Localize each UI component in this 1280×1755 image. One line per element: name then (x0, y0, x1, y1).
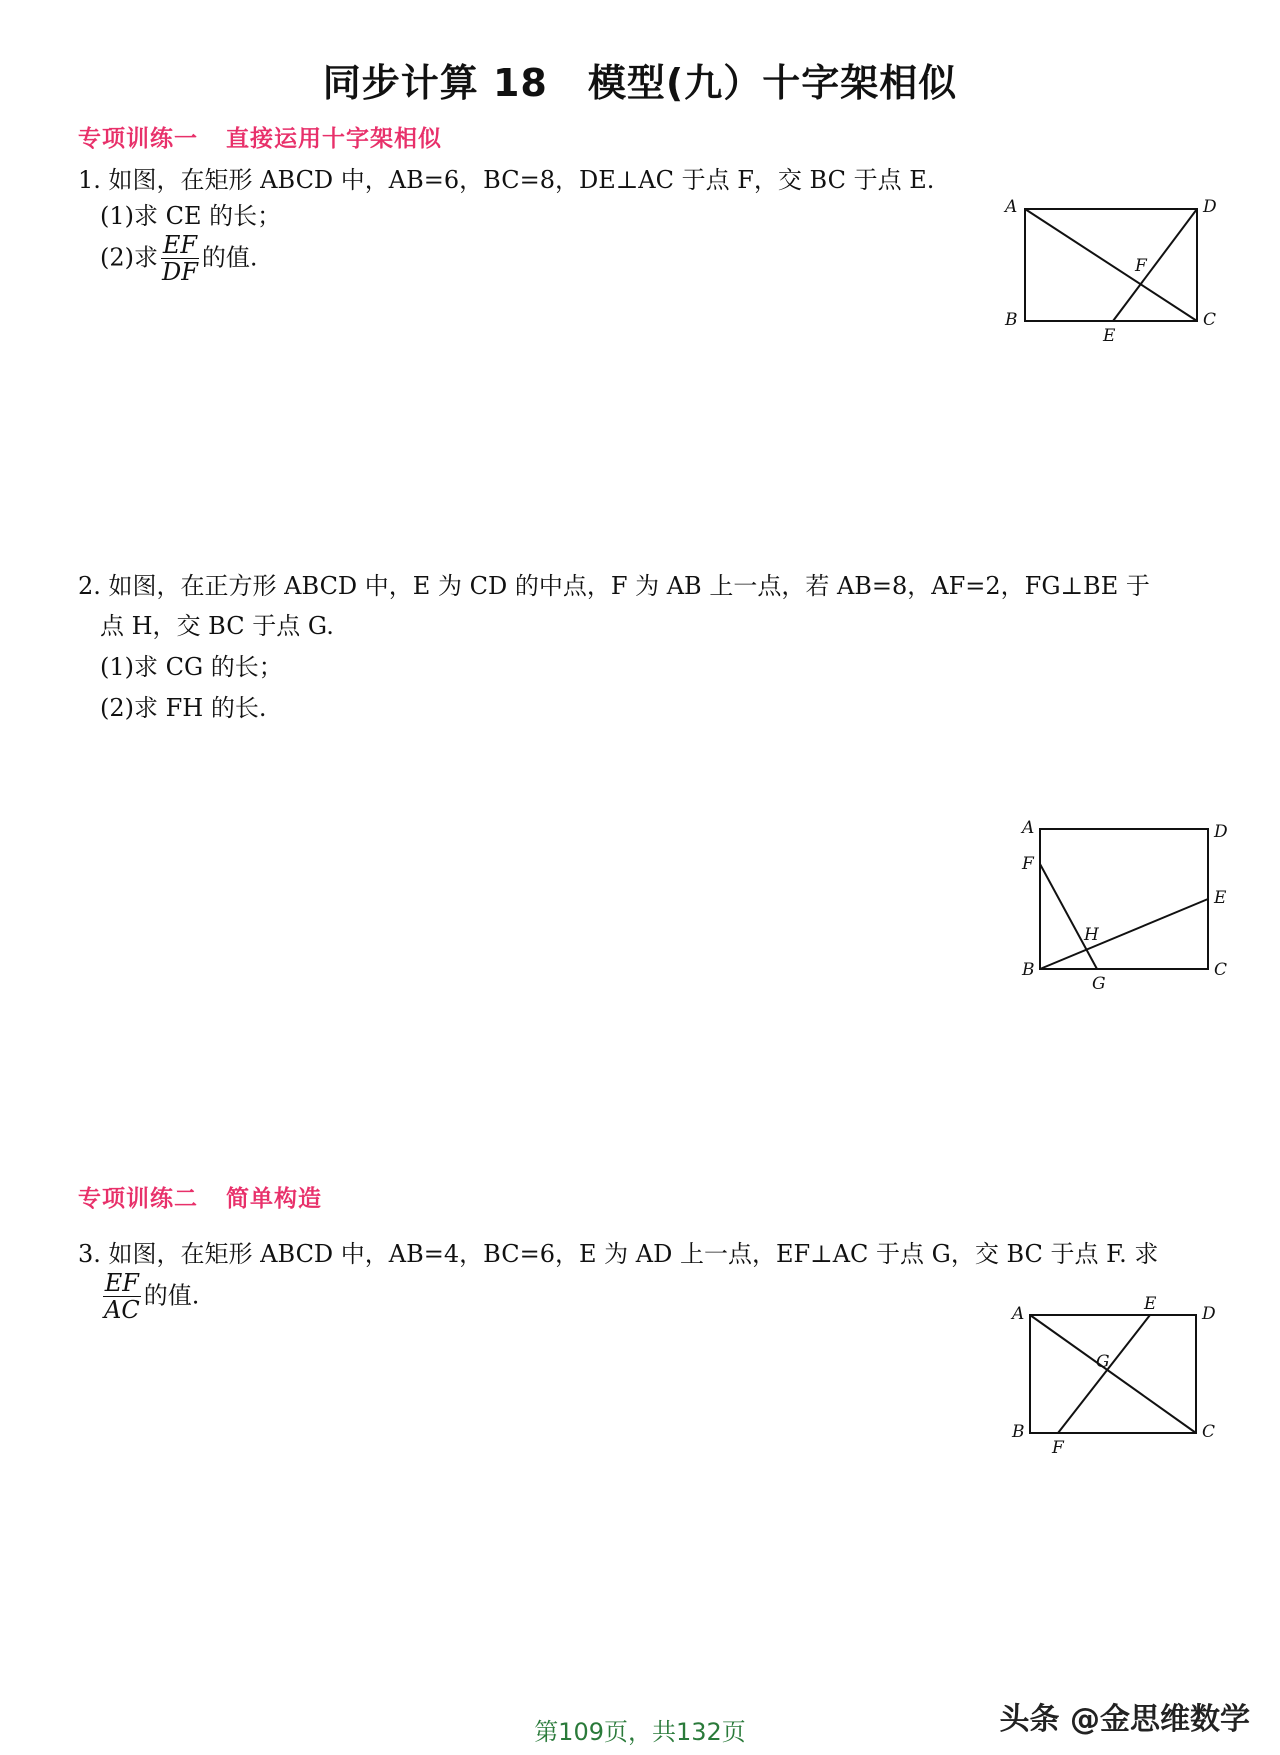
watermark: 头条 @金思维数学 (999, 1702, 1250, 1737)
q2-label-g: G (1092, 974, 1106, 994)
q3-label-d: D (1202, 1304, 1216, 1324)
q3-suffix: 的值. (143, 1281, 200, 1310)
q1-frac-denominator: DF (162, 258, 198, 287)
q1-stem: 1. 如图，在矩形 ABCD 中，AB=6，BC=8，DE⊥AC 于点 F，交 BC 于点 E. (78, 166, 935, 194)
q1-label-e: E (1103, 326, 1116, 345)
q1-label-f: F (1135, 256, 1147, 276)
section-label: 专项训练二 (78, 1186, 198, 1212)
q1-label-a: A (1005, 197, 1018, 217)
q3-frac-numerator: EF (104, 1269, 139, 1297)
q2-stem-line2: 点 H，交 BC 于点 G. (100, 612, 334, 640)
title-text: 模型(九）十字架相似 (587, 61, 958, 105)
q2-label-b: B (1022, 960, 1035, 980)
q2-label-d: D (1214, 822, 1228, 842)
q2-label-c: C (1214, 960, 1228, 980)
title-number: 同步计算 18 (322, 61, 548, 105)
q2-part1: (1)求 CG 的长； (100, 653, 283, 681)
q3-diagonal-ac (1030, 1315, 1196, 1433)
section-heading-1 (78, 120, 442, 153)
page-title (0, 52, 1280, 107)
q3-label-c: C (1202, 1422, 1216, 1442)
q3-fraction (102, 1270, 142, 1324)
q1-figure (995, 195, 1225, 345)
section-heading-2 (78, 1180, 322, 1213)
page-number: 第109页，共132页 (534, 1718, 746, 1746)
q3-stem: 3. 如图，在矩形 ABCD 中，AB=4，BC=6，E 为 AD 上一点，EF⊥AC 于点 G，交 BC 于点 F. 求 (78, 1240, 1159, 1268)
q1-fraction (160, 232, 200, 286)
section-title: 简单构造 (226, 1186, 322, 1212)
q3-segment-ef (1058, 1315, 1150, 1433)
q3-label-g: G (1096, 1352, 1110, 1372)
q2-figure (1010, 815, 1230, 1015)
q2-label-a: A (1022, 818, 1035, 838)
q2-label-e: E (1214, 888, 1227, 908)
q3-label-a: A (1012, 1304, 1025, 1324)
q3-label-e: E (1144, 1294, 1157, 1314)
q1-part2-suffix: 的值. (201, 243, 258, 272)
q3-label-f: F (1052, 1438, 1064, 1455)
q1-segment-de (1113, 209, 1197, 321)
q2-part2: (2)求 FH 的长. (100, 694, 267, 722)
q1-part2-prefix: (2)求 (100, 243, 158, 272)
q2-label-f: F (1022, 854, 1034, 874)
q1-label-d: D (1203, 197, 1217, 217)
section-label: 专项训练一 (78, 126, 198, 152)
q2-stem-line1: 2. 如图，在正方形 ABCD 中，E 为 CD 的中点，F 为 AB 上一点，若 AB=8，AF=2，FG⊥BE 于 (78, 572, 1150, 600)
section-title: 直接运用十字架相似 (226, 126, 442, 152)
q1-part1: (1)求 CE 的长； (100, 202, 282, 230)
q2-label-h: H (1084, 925, 1099, 945)
q3-label-b: B (1012, 1422, 1025, 1442)
q3-figure (1000, 1285, 1230, 1455)
q1-part2 (100, 232, 258, 286)
q1-label-c: C (1203, 310, 1217, 330)
q1-label-b: B (1005, 310, 1018, 330)
q3-frac-denominator: AC (104, 1296, 140, 1325)
q3-value (100, 1270, 199, 1324)
q2-segment-fg (1040, 864, 1097, 969)
q2-square (1040, 829, 1208, 969)
q1-diagonal-ac (1025, 209, 1197, 321)
q1-frac-numerator: EF (162, 231, 198, 259)
